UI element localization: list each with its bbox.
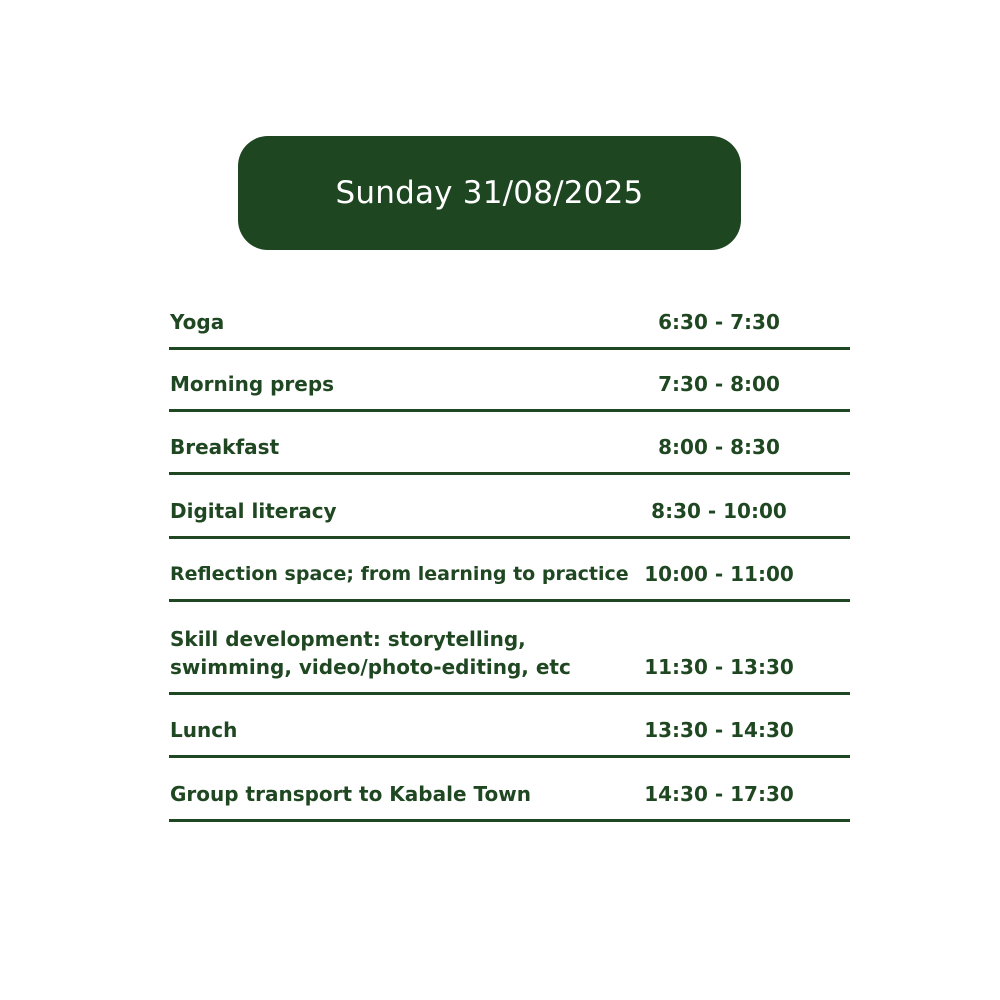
schedule-row — [169, 300, 850, 350]
time-range: 10:00 - 11:00 — [644, 562, 794, 586]
time-range: 8:30 - 10:00 — [651, 499, 787, 523]
time-range: 8:00 - 8:30 — [658, 435, 780, 459]
time-range: 13:30 - 14:30 — [644, 718, 794, 742]
schedule-row — [169, 615, 850, 695]
activity-label-line: swimming, video/photo-editing, etc — [170, 655, 571, 679]
schedule-row — [169, 552, 850, 602]
activity-label: Morning preps — [170, 372, 335, 396]
activity-label: Reflection space; from learning to practice — [170, 563, 629, 585]
activity-label: Digital literacy — [170, 499, 337, 523]
time-range: 11:30 - 13:30 — [644, 655, 794, 679]
activity-label: Yoga — [170, 310, 225, 334]
schedule-row — [169, 362, 850, 412]
date-title: Sunday 31/08/2025 — [335, 175, 644, 211]
schedule-row — [169, 425, 850, 475]
activity-label-line: Skill development: storytelling, — [170, 627, 526, 651]
schedule-row — [169, 708, 850, 758]
time-range: 14:30 - 17:30 — [644, 782, 794, 806]
time-range: 6:30 - 7:30 — [658, 310, 780, 334]
activity-label: Breakfast — [170, 435, 280, 459]
time-range: 7:30 - 8:00 — [658, 372, 780, 396]
activity-label: Group transport to Kabale Town — [170, 782, 531, 806]
activity-label: Lunch — [170, 718, 238, 742]
schedule-row — [169, 488, 850, 539]
schedule-row — [169, 771, 850, 822]
activity-label — [170, 625, 571, 681]
